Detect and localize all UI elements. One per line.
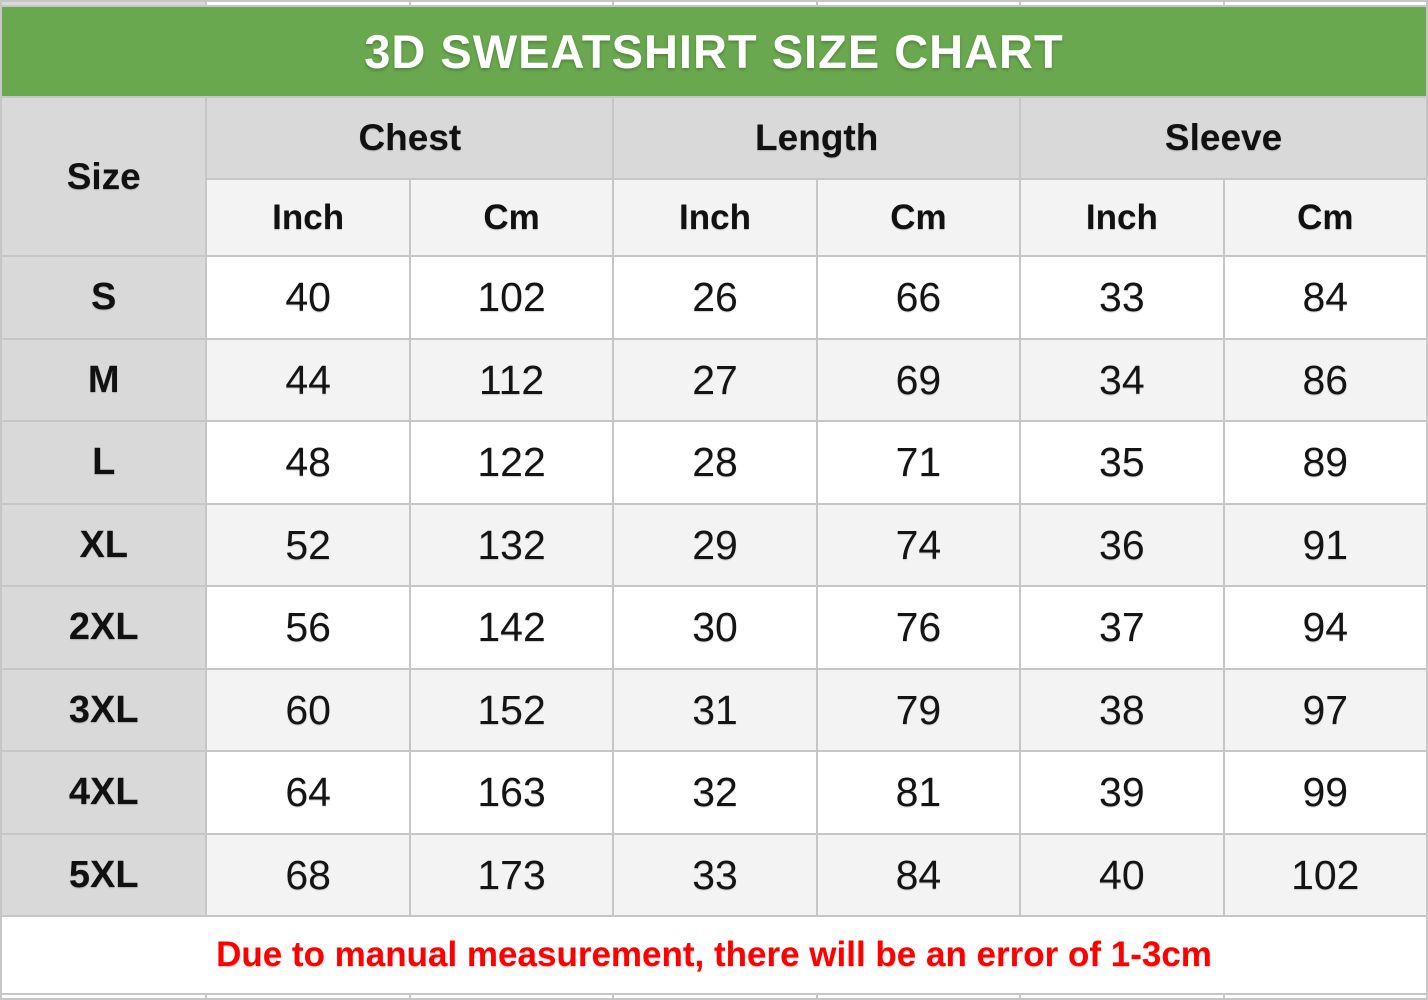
top-edge-cell — [1021, 2, 1222, 5]
top-edge-cell — [614, 2, 815, 5]
page-title: 3D SWEATSHIRT SIZE CHART — [2, 7, 1426, 96]
top-edge-cell — [818, 2, 1019, 5]
unit-header-sleeve-inch: Inch — [1021, 180, 1222, 255]
data-cell: 38 — [1021, 670, 1222, 750]
row-label-l: L — [2, 422, 205, 503]
data-cell: 84 — [818, 835, 1019, 915]
unit-header-length-inch: Inch — [614, 180, 815, 255]
top-edge-cell — [207, 2, 408, 5]
data-cell: 31 — [614, 670, 815, 750]
data-cell: 76 — [818, 587, 1019, 668]
data-cell: 112 — [411, 340, 612, 420]
bottom-edge-cell — [2, 995, 205, 998]
column-group-sleeve: Sleeve — [1021, 98, 1426, 178]
row-label-m: M — [2, 340, 205, 420]
data-cell: 44 — [207, 340, 408, 420]
column-group-chest: Chest — [207, 98, 612, 178]
data-cell: 52 — [207, 505, 408, 585]
bottom-edge-cell — [1021, 995, 1222, 998]
data-cell: 60 — [207, 670, 408, 750]
data-cell: 26 — [614, 257, 815, 338]
data-cell: 99 — [1225, 752, 1426, 833]
data-cell: 102 — [1225, 835, 1426, 915]
data-cell: 81 — [818, 752, 1019, 833]
unit-header-sleeve-cm: Cm — [1225, 180, 1426, 255]
data-cell: 91 — [1225, 505, 1426, 585]
data-cell: 39 — [1021, 752, 1222, 833]
data-cell: 71 — [818, 422, 1019, 503]
data-cell: 142 — [411, 587, 612, 668]
unit-header-length-cm: Cm — [818, 180, 1019, 255]
data-cell: 33 — [614, 835, 815, 915]
data-cell: 68 — [207, 835, 408, 915]
top-edge-cell — [1225, 2, 1426, 5]
data-cell: 84 — [1225, 257, 1426, 338]
top-edge-cell — [2, 2, 205, 5]
row-label-3xl: 3XL — [2, 670, 205, 750]
data-cell: 48 — [207, 422, 408, 503]
data-cell: 64 — [207, 752, 408, 833]
data-cell: 40 — [1021, 835, 1222, 915]
row-label-2xl: 2XL — [2, 587, 205, 668]
data-cell: 74 — [818, 505, 1019, 585]
row-label-4xl: 4XL — [2, 752, 205, 833]
measurement-note: Due to manual measurement, there will be an error of 1-3cm — [2, 917, 1426, 993]
data-cell: 97 — [1225, 670, 1426, 750]
data-cell: 56 — [207, 587, 408, 668]
data-cell: 40 — [207, 257, 408, 338]
data-cell: 27 — [614, 340, 815, 420]
data-cell: 32 — [614, 752, 815, 833]
data-cell: 69 — [818, 340, 1019, 420]
data-cell: 35 — [1021, 422, 1222, 503]
data-cell: 29 — [614, 505, 815, 585]
data-cell: 89 — [1225, 422, 1426, 503]
unit-header-chest-cm: Cm — [411, 180, 612, 255]
row-label-5xl: 5XL — [2, 835, 205, 915]
bottom-edge-cell — [614, 995, 815, 998]
data-cell: 36 — [1021, 505, 1222, 585]
bottom-edge-cell — [207, 995, 408, 998]
data-cell: 66 — [818, 257, 1019, 338]
data-cell: 173 — [411, 835, 612, 915]
column-group-length: Length — [614, 98, 1019, 178]
top-edge-cell — [411, 2, 612, 5]
bottom-edge-cell — [818, 995, 1019, 998]
data-cell: 132 — [411, 505, 612, 585]
bottom-edge-cell — [1225, 995, 1426, 998]
unit-header-chest-inch: Inch — [207, 180, 408, 255]
data-cell: 30 — [614, 587, 815, 668]
data-cell: 163 — [411, 752, 612, 833]
data-cell: 94 — [1225, 587, 1426, 668]
data-cell: 102 — [411, 257, 612, 338]
data-cell: 86 — [1225, 340, 1426, 420]
row-label-s: S — [2, 257, 205, 338]
data-cell: 152 — [411, 670, 612, 750]
data-cell: 33 — [1021, 257, 1222, 338]
size-column-header: Size — [2, 98, 205, 255]
data-cell: 28 — [614, 422, 815, 503]
data-cell: 37 — [1021, 587, 1222, 668]
data-cell: 122 — [411, 422, 612, 503]
data-cell: 34 — [1021, 340, 1222, 420]
bottom-edge-cell — [411, 995, 612, 998]
data-cell: 79 — [818, 670, 1019, 750]
row-label-xl: XL — [2, 505, 205, 585]
